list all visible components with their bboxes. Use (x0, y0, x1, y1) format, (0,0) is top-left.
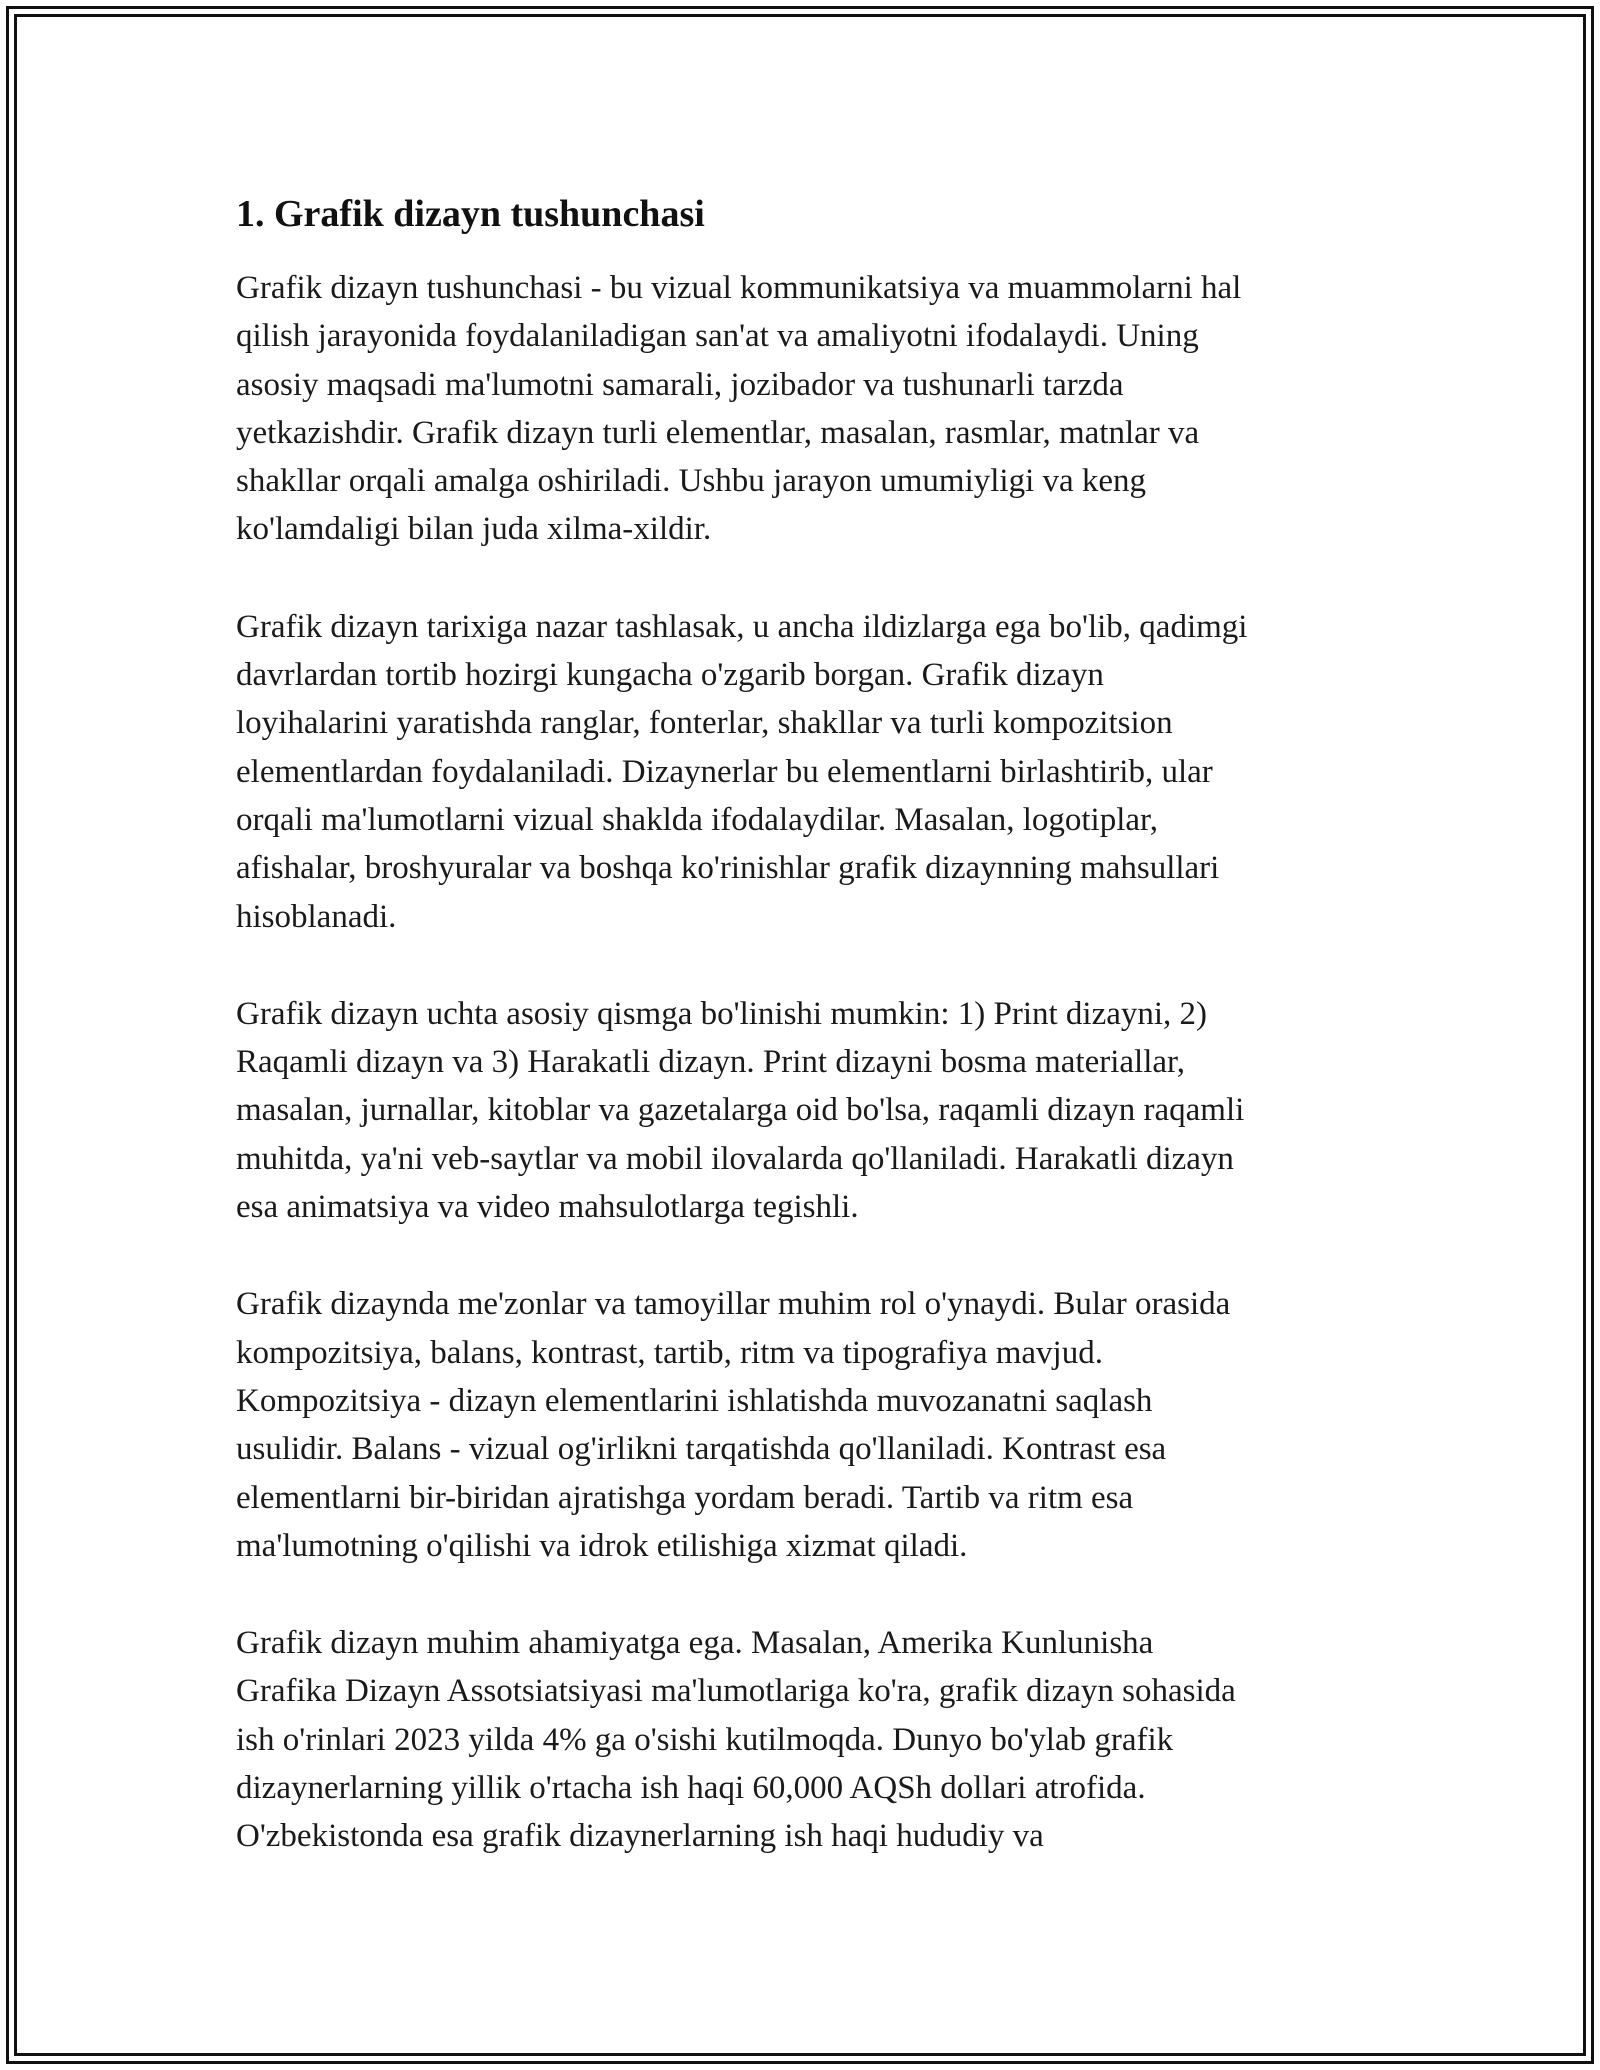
text-line: Grafika Dizayn Assotsiatsiyasi ma'lumotlariga ko'ra, grafik dizayn sohasida (236, 1673, 1236, 1710)
text-line: asosiy maqsadi ma'lumotni samarali, jozibador va tushunarli tarzda (236, 366, 1124, 403)
text-line: muhitda, ya'ni veb-saytlar va mobil ilovalarda qo'llaniladi. Harakatli dizayn (236, 1140, 1234, 1177)
text-line: Grafik dizayn muhim ahamiyatga ega. Masalan, Amerika Kunlunisha (236, 1625, 1154, 1662)
text-line: O'zbekistonda esa grafik dizaynerlarning ish haqi hududiy va (236, 1818, 1044, 1855)
text-line: esa animatsiya va video mahsulotlarga tegishli. (236, 1189, 859, 1226)
text-line: elementlardan foydalaniladi. Dizaynerlar bu elementlarni birlashtirib, ular (236, 753, 1213, 790)
text-line: loyihalarini yaratishda ranglar, fonterlar, shakllar va turli kompozitsion (236, 705, 1173, 742)
text-line: ko'lamdaligi bilan juda xilma-xildir. (236, 511, 712, 548)
text-line: Grafik dizayn tushunchasi - bu vizual kommunikatsiya va muammolarni hal (236, 270, 1242, 306)
text-line: Raqamli dizayn va 3) Harakatli dizayn. Print dizayni bosma materiallar, (236, 1044, 1185, 1081)
text-line: Grafik dizayn tarixiga nazar tashlasak, u ancha ildizlarga ega bo'lib, qadimgi (236, 608, 1248, 645)
text-line: elementlarni bir-biridan ajratishga yordam beradi. Tartib va ritm esa (236, 1479, 1134, 1516)
document-body (236, 186, 1366, 1910)
text-line: kompozitsiya, balans, kontrast, tartib, ritm va tipografiya mavjud. (236, 1334, 1103, 1371)
paragraph-principles (236, 1280, 1366, 1570)
text-line: Grafik dizaynda me'zonlar va tamoyillar muhim rol o'ynaydi. Bular orasida (236, 1286, 1231, 1323)
paragraph-history (236, 603, 1366, 941)
paragraph-definition (236, 264, 1366, 554)
paragraph-types (236, 990, 1366, 1231)
text-line: usulidir. Balans - vizual og'irlikni tarqatishda qo'llaniladi. Kontrast esa (236, 1431, 1167, 1468)
text-line: davrlardan tortib hozirgi kungacha o'zgarib borgan. Grafik dizayn (236, 657, 1104, 694)
text-line: Grafik dizayn uchta asosiy qismga bo'linishi mumkin: 1) Print dizayni, 2) (236, 995, 1208, 1032)
text-line: yetkazishdir. Grafik dizayn turli elementlar, masalan, rasmlar, matnlar va (236, 414, 1200, 451)
text-line: masalan, jurnallar, kitoblar va gazetalarga oid bo'lsa, raqamli dizayn raqamli (236, 1092, 1245, 1129)
text-line: dizaynerlarning yillik o'rtacha ish haqi 60,000 AQSh dollari atrofida. (236, 1770, 1146, 1807)
text-line: ish o'rinlari 2023 yilda 4% ga o'sishi kutilmoqda. Dunyo bo'ylab grafik (236, 1721, 1174, 1758)
paragraph-importance (236, 1619, 1366, 1860)
text-line: ma'lumotning o'qilishi va idrok etilishiga xizmat qiladi. (236, 1527, 968, 1564)
text-line: orqali ma'lumotlarni vizual shakldа ifodalaydilar. Masalan, logotiplar, (236, 801, 1158, 838)
text-line: qilish jarayonida foydalaniladigan san'at va amaliyotni ifodalaydi. Uning (236, 318, 1199, 355)
section-title: 1. Grafik dizayn tushunchasi (236, 193, 705, 235)
text-line: Kompozitsiya - dizayn elementlarini ishlatishda muvozanatni saqlash (236, 1382, 1153, 1419)
text-line: hisoblanadi. (236, 898, 397, 935)
text-line: shakllar orqali amalga oshiriladi. Ushbu jarayon umumiyligi va keng (236, 463, 1147, 500)
text-line: afishalar, broshyuralar va boshqa ko'rinishlar grafik dizaynning mahsullari (236, 850, 1220, 887)
